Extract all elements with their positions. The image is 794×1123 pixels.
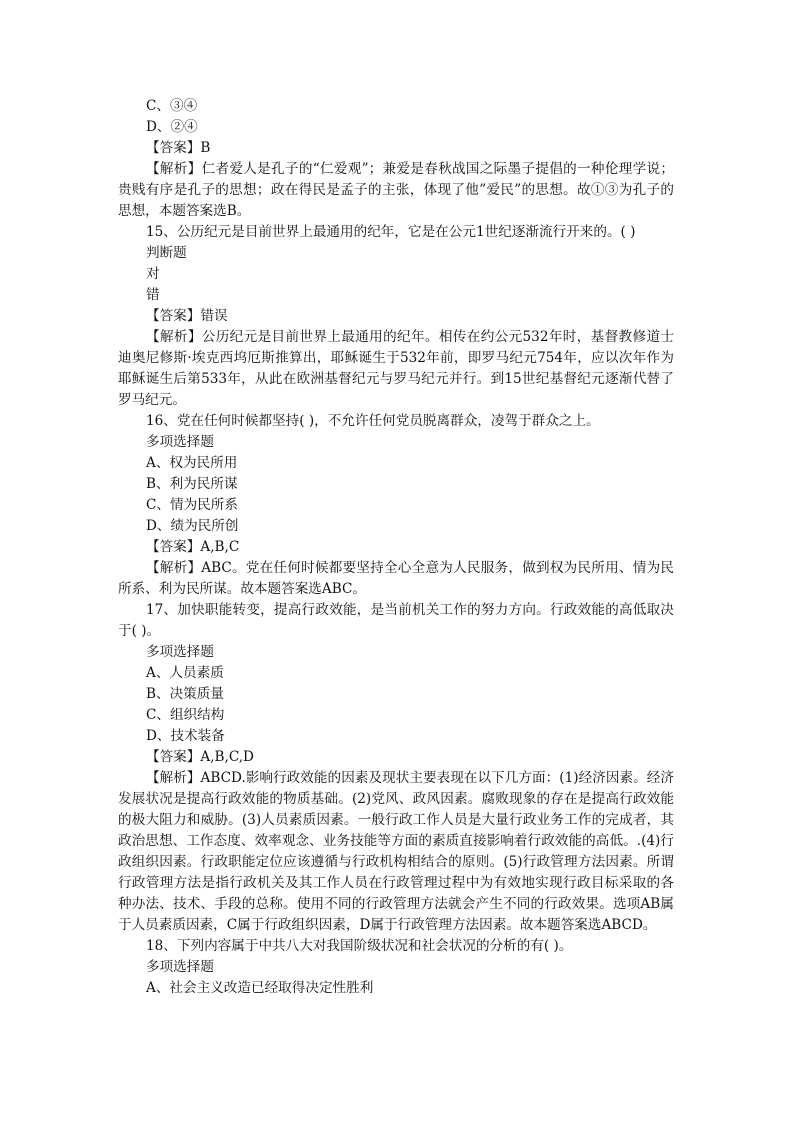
- analysis-14: 【解析】仁者爱人是孔子的“仁爱观”；兼爱是春秋战国之际墨子提倡的一种伦理学说；贵贱有序是孔子的思想；政在得民是孟子的主张，体现了他”爱民”的思想。故①③为孔子的思想，本题答案选B。: [118, 161, 674, 219]
- answer-16: 【答案】A,B,C: [146, 539, 240, 555]
- option-a-17: A、人员素质: [146, 665, 224, 681]
- option-c-16: C、情为民所系: [146, 497, 238, 513]
- option-d-17: D、技术装备: [146, 728, 225, 744]
- question-16: 16、党在任何时候都坚持( )，不允许任何党员脱离群众，凌驾于群众之上。: [146, 413, 600, 429]
- option-b-16: B、利为民所谋: [146, 476, 238, 492]
- document-page: [118, 96, 674, 999]
- option-d: D、②④: [146, 119, 198, 135]
- answer-15: 【答案】错误: [146, 308, 228, 324]
- analysis-16: 【解析】ABC。党在任何时候都要坚持全心全意为人民服务，做到权为民所用、情为民所系、利为民所谋。故本题答案选ABC。: [118, 560, 674, 597]
- analysis-15: 【解析】公历纪元是目前世界上最通用的纪年。相传在约公元532年时，基督教修道士迪奥尼修斯·埃克西坞厄斯推算出，耶稣诞生于532年前，即罗马纪元754年，应以次年作为耶稣诞生后第533年，从此在欧洲基督纪元与罗马纪元并行。到15世纪基督纪元逐渐代替了罗马纪元。: [118, 329, 674, 408]
- option-true: 对: [146, 266, 160, 282]
- answer-14: 【答案】B: [146, 140, 211, 156]
- option-a-18: A、社会主义改造已经取得决定性胜利: [146, 980, 374, 996]
- question-type-16: 多项选择题: [146, 434, 214, 450]
- option-c-17: C、组织结构: [146, 707, 225, 723]
- option-a-16: A、权为民所用: [146, 455, 238, 471]
- question-15: 15、公历纪元是目前世界上最通用的纪年，它是在公元1世纪逐渐流行开来的。( ): [146, 224, 636, 240]
- option-false: 错: [146, 287, 160, 303]
- option-d-16: D、绩为民所创: [146, 518, 239, 534]
- question-18: 18、下列内容属于中共八大对我国阶级状况和社会状况的分析的有( )。: [146, 938, 573, 954]
- option-b-17: B、决策质量: [146, 686, 224, 702]
- analysis-17: 【解析】ABCD.影响行政效能的因素及现状主要表现在以下几方面：(1)经济因素。经济发展状况是提高行政效能的物质基础。(2)党风、政风因素。腐败现象的存在是提高行政效能的极大阻力和威胁。(3)人员素质因素。一般行政工作人员是大量行政业务工作的完成者，其政治思想、工作态度、效率观念、业务技能等方面的素质直接影响着行政效能的高低。.(4)行政组织因素。行政职能定位应该遵循与行政机构相结合的原则。(5)行政管理方法因素。所谓行政管理方法是指行政机关及其工作人员在行政管理过程中为有效地实现行政目标采取的各种办法、技术、手段的总称。使用不同的行政管理方法就会产生不同的行政效果。选项AB属于人员素质因素，C属于行政组织因素，D属于行政管理方法因素。故本题答案选ABCD。: [118, 770, 674, 933]
- question-type-17: 多项选择题: [146, 644, 214, 660]
- answer-17: 【答案】A,B,C,D: [146, 749, 254, 765]
- option-c: C、③④: [146, 98, 198, 114]
- question-17: 17、加快职能转变，提高行政效能，是当前机关工作的努力方向。行政效能的高低取决于( )。: [118, 602, 674, 639]
- question-type-15: 判断题: [146, 245, 187, 261]
- question-type-18: 多项选择题: [146, 959, 214, 975]
